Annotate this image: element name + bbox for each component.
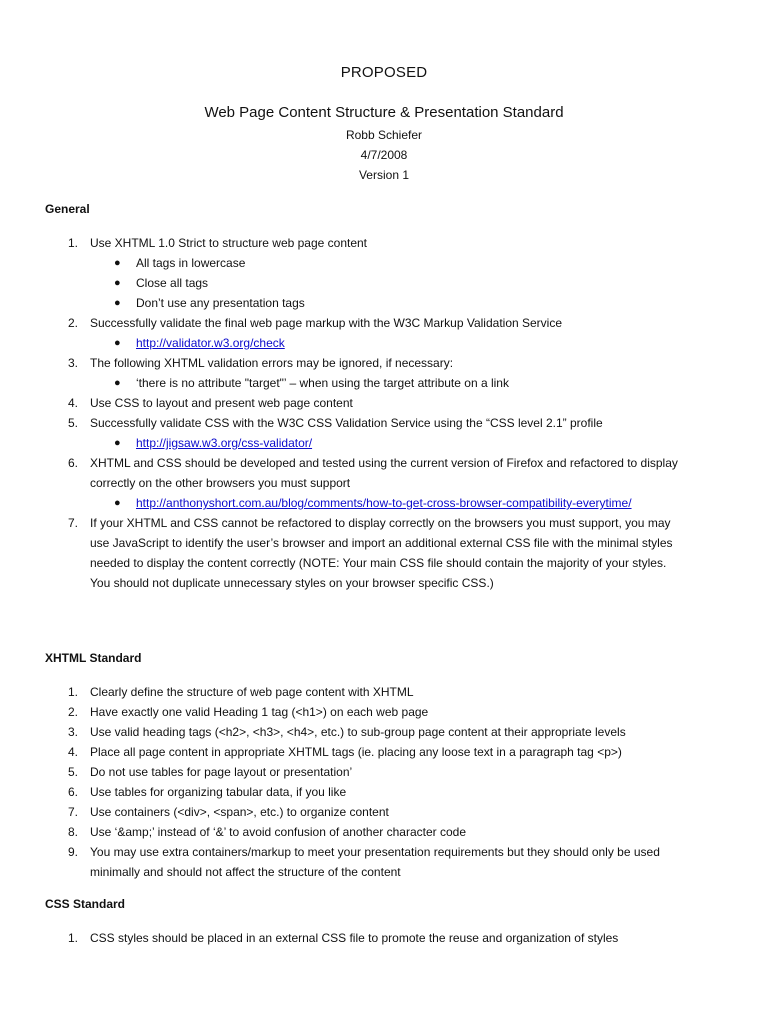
list-number: 1. <box>68 236 79 250</box>
list-number: 7. <box>68 805 79 819</box>
bullet-icon: ● <box>114 497 121 509</box>
list-item-text: Use CSS to layout and present web page content <box>90 396 353 410</box>
list-item <box>68 702 688 722</box>
list-item <box>68 762 688 782</box>
sub-list-item-text: ‘there is no attribute "target"’ – when using the target attribute on a link <box>136 376 509 390</box>
bullet-icon: ● <box>114 277 121 289</box>
sub-list-item <box>114 373 688 393</box>
xhtml-list <box>68 682 688 882</box>
list-item <box>68 513 688 593</box>
sub-list-item <box>114 253 688 273</box>
list-number: 8. <box>68 825 79 839</box>
xhtml-heading: XHTML Standard <box>45 651 142 665</box>
list-number: 2. <box>68 705 79 719</box>
sub-list-item-text: All tags in lowercase <box>136 256 246 270</box>
list-item <box>68 822 688 842</box>
list-item-text: Use tables for organizing tabular data, if you like <box>90 785 347 799</box>
sub-list-item <box>114 493 688 513</box>
list-number: 4. <box>68 396 79 410</box>
sub-list <box>90 333 688 353</box>
bullet-icon: ● <box>114 257 121 269</box>
bullet-icon: ● <box>114 297 121 309</box>
validator-link[interactable]: http://validator.w3.org/check <box>136 336 285 350</box>
cross-browser-link[interactable]: http://anthonyshort.com.au/blog/comments/how-to-get-cross-browser-compatibility-everytime/ <box>136 496 632 510</box>
list-item <box>68 782 688 802</box>
list-item-text: Use valid heading tags (<h2>, <h3>, <h4>, etc.) to sub-group page content at their appropriate levels <box>90 725 626 739</box>
list-item-text: Use XHTML 1.0 Strict to structure web page content <box>90 236 368 250</box>
list-item-text: You may use extra containers/markup to meet your presentation requirements but they should only be used minimally and should not affect the structure of the content <box>90 845 660 879</box>
list-number: 6. <box>68 785 79 799</box>
list-item <box>68 353 688 393</box>
list-number: 2. <box>68 316 79 330</box>
bullet-icon: ● <box>114 377 121 389</box>
list-item-text: Successfully validate the final web page markup with the W3C Markup Validation Service <box>90 316 563 330</box>
bullet-icon: ● <box>114 437 121 449</box>
list-item <box>68 742 688 762</box>
list-number: 7. <box>68 516 79 530</box>
list-number: 1. <box>68 685 79 699</box>
list-item-text: The following XHTML validation errors may be ignored, if necessary: <box>90 356 454 370</box>
list-number: 4. <box>68 745 79 759</box>
css-validator-link[interactable]: http://jigsaw.w3.org/css-validator/ <box>136 436 313 450</box>
sub-list-item-text: Close all tags <box>136 276 209 290</box>
document-title: Web Page Content Structure & Presentation Standard <box>204 104 564 121</box>
sub-list-item-text: Don’t use any presentation tags <box>136 296 305 310</box>
list-item <box>68 233 688 313</box>
list-item <box>68 313 688 353</box>
list-item-text: Successfully validate CSS with the W3C CSS Validation Service using the “CSS level 2.1” profile <box>90 416 603 430</box>
list-item-text: XHTML and CSS should be developed and tested using the current version of Firefox and refactored to display correctly on the other browsers you must support <box>90 456 678 490</box>
list-item-text: If your XHTML and CSS cannot be refactored to display correctly on the browsers you must support, you may use JavaScript to identify the user’s browser and import an additional external CSS file with the minimal styles needed to display the content correctly (NOTE: Your main CSS file should contain the majority of your styles. You should not duplicate unnecessary styles on your browser specific CSS.) <box>90 516 673 590</box>
list-number: 3. <box>68 356 79 370</box>
list-item <box>68 842 688 882</box>
list-item-text: Have exactly one valid Heading 1 tag (<h1>) on each web page <box>90 705 429 719</box>
list-number: 5. <box>68 765 79 779</box>
document-date: 4/7/2008 <box>360 148 408 162</box>
general-heading: General <box>45 202 90 216</box>
list-item <box>68 722 688 742</box>
bullet-icon: ● <box>114 337 121 349</box>
list-item-text: CSS styles should be placed in an external CSS file to promote the reuse and organization of styles <box>90 931 619 945</box>
list-item-text: Clearly define the structure of web page content with XHTML <box>90 685 414 699</box>
sub-list-item <box>114 293 688 313</box>
proposed-label: PROPOSED <box>340 64 428 81</box>
list-item <box>68 393 688 413</box>
list-number: 6. <box>68 456 79 470</box>
list-item-text: Use containers (<div>, <span>, etc.) to organize content <box>90 805 389 819</box>
css-heading: CSS Standard <box>45 897 126 911</box>
list-item-text: Do not use tables for page layout or presentation’ <box>90 765 353 779</box>
sub-list-item <box>114 333 688 353</box>
general-list <box>68 233 688 593</box>
list-number: 5. <box>68 416 79 430</box>
sub-list-item <box>114 273 688 293</box>
list-item <box>68 413 688 453</box>
list-item-text: Use ‘&amp;’ instead of ‘&’ to avoid confusion of another character code <box>90 825 466 839</box>
sub-list <box>90 373 688 393</box>
sub-list-item <box>114 433 688 453</box>
sub-list <box>90 433 688 453</box>
css-list <box>68 928 688 948</box>
sub-list <box>90 253 688 313</box>
list-number: 1. <box>68 931 79 945</box>
list-item-text: Place all page content in appropriate XHTML tags (ie. placing any loose text in a paragraph tag <p>) <box>90 745 622 759</box>
sub-list <box>90 493 688 513</box>
list-item <box>68 928 688 948</box>
list-number: 3. <box>68 725 79 739</box>
author-name: Robb Schiefer <box>345 128 423 142</box>
list-number: 9. <box>68 845 79 859</box>
list-item <box>68 682 688 702</box>
list-item <box>68 453 688 513</box>
list-item <box>68 802 688 822</box>
document-version: Version 1 <box>358 168 410 182</box>
